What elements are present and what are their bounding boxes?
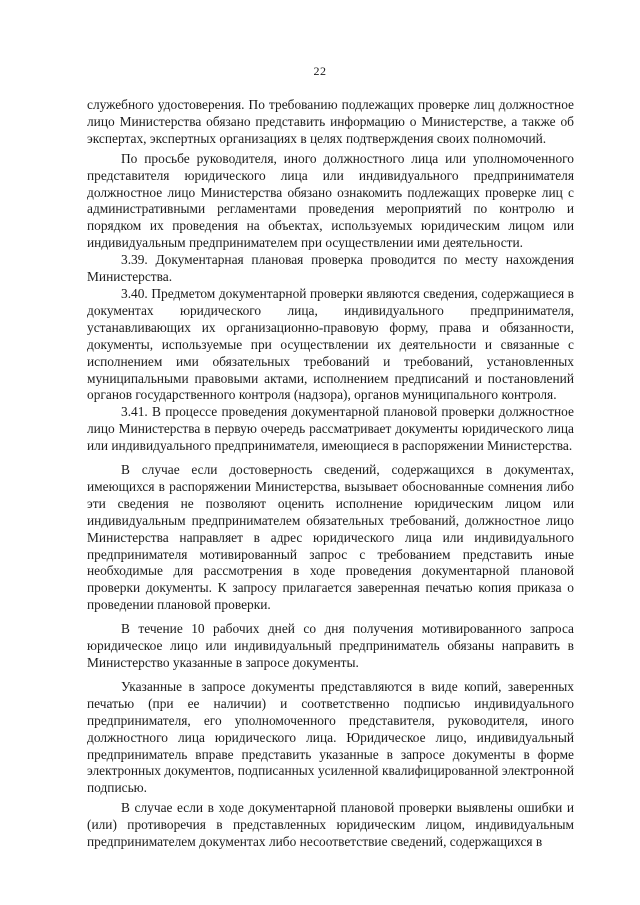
paragraph-reasoned-request: В случае если достоверность сведений, содержащихся в документах, имеющихся в распоряжении Министерства, вызывает обоснованные сомнения либо эти сведения не позволяют оценить исполнение юридическим лицом или индивидуальным предпринимателем обязательных требований, должностное лицо Министерства направляет в адрес юридического лица или индивидуального предпринимателя мотивированный запрос с требованием представить иные необходимые для рассмотрения в ходе проведения документарной плановой проверки документы. К запросу прилагается заверенная печатью копия приказа о проведении плановой проверки. — [87, 462, 574, 613]
paragraph-credentials: служебного удостоверения. По требованию подлежащих проверке лиц должностное лицо Министерства обязано представить информацию о Министерстве, а также об экспертах, экспертных организациях в целях подтверждения своих полномочий. — [87, 97, 574, 146]
paragraph-3-40: 3.40. Предметом документарной проверки являются сведения, содержащиеся в документах юридического лица, индивидуального предпринимателя, устанавливающих их организационно-правовую форму, права и обязанности, документы, используемые при осуществлении их деятельности и связанные с исполнением ими обязательных требований и требований, установленных муниципальными правовыми актами, исполнением предписаний и постановлений органов государственного контроля (надзора), органов муниципального контроля. — [87, 285, 574, 403]
paragraph-errors: В случае если в ходе документарной плановой проверки выявлены ошибки и (или) противоречия в представленных юридическим лицом, индивидуальным предпринимателем документах либо несоответствие сведений, содержащихся в — [87, 800, 574, 850]
paragraph-copies: Указанные в запросе документы представляются в виде копий, заверенных печатью (при ее наличии) и соответственно подписью индивидуального предпринимателя, его уполномоченного представителя, руководителя, иного должностного лица юридического лица. Юридическое лицо, индивидуальный предприниматель вправе представить указанные в запросе документы в форме электронных документов, подписанных усиленной квалифицированной электронной подписью. — [87, 678, 574, 796]
paragraph-3-39: 3.39. Документарная плановая проверка проводится по месту нахождения Министерства. — [87, 252, 574, 285]
paragraph-regulations-familiarization: По просьбе руководителя, иного должностного лица или уполномоченного представителя юридического лица или индивидуального предпринимателя должностное лицо Министерства обязано ознакомить подлежащих проверке лиц с административными регламентами проведения мероприятий по контролю и порядком их проведения на объектах, используемых юридическим лицом или индивидуальным предпринимателем при осуществлении ими деятельности. — [87, 150, 574, 251]
page-number: 22 — [313, 64, 327, 78]
paragraph-ten-days: В течение 10 рабочих дней со дня получения мотивированного запроса юридическое лицо или индивидуальный предприниматель обязаны направить в Министерство указанные в запросе документы. — [87, 621, 574, 670]
document-body — [87, 97, 574, 851]
paragraph-3-41: 3.41. В процессе проведения документарной плановой проверки должностное лицо Министерства в первую очередь рассматривает документы юридического лица или индивидуального предпринимателя, имеющиеся в распоряжении Министерства. — [87, 404, 574, 454]
